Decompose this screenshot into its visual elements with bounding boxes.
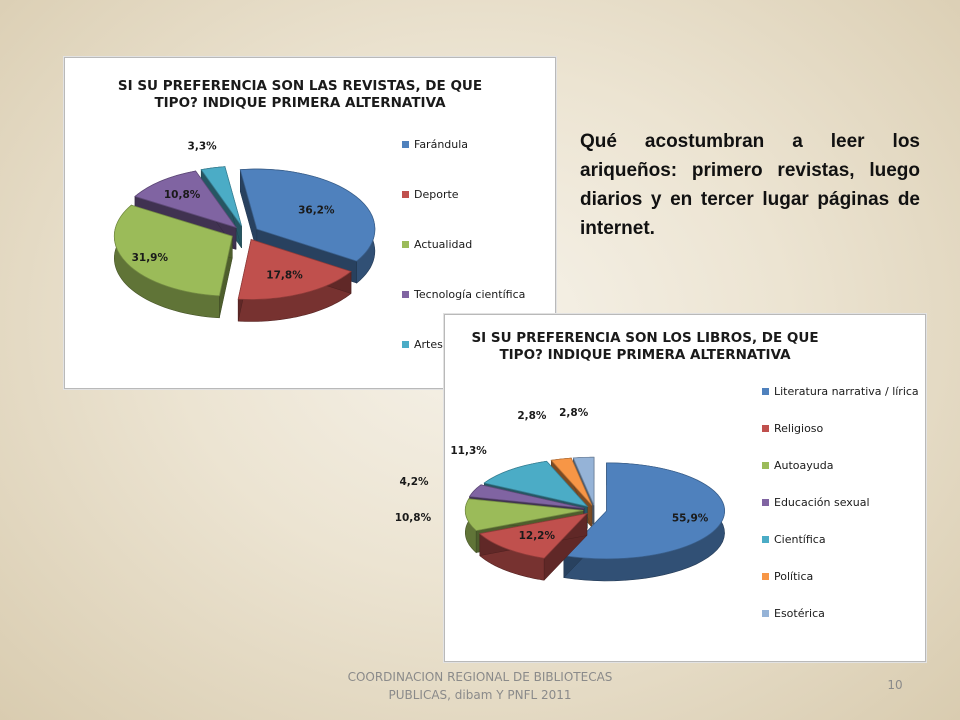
legend-item-deporte	[402, 188, 525, 238]
legend-item-autoayuda	[762, 459, 922, 496]
data-label-tecnologia-cientifica: 10,8%	[163, 189, 201, 202]
legend-item-religioso	[762, 422, 922, 459]
legend-label: Religioso	[774, 422, 824, 435]
legend-item-literatura-narrativa-lirica	[762, 385, 922, 422]
slide-body-text: Qué acostumbran a leer los ariqueños: primero revistas, luego diarios y en tercer lugar páginas de internet.	[580, 131, 920, 239]
legend-label: Política	[774, 570, 814, 583]
data-label-religioso: 12,2%	[518, 530, 556, 543]
legend-label: Educación sexual	[774, 496, 870, 509]
legend-swatch	[762, 388, 769, 395]
legend-item-esoterica	[762, 607, 922, 644]
legend-item-actualidad	[402, 238, 525, 288]
page-number: 10	[887, 678, 903, 692]
slide-footer: COORDINACION REGIONAL DE BIBLIOTECAS PUBLICAS, dibam Y PNFL 2011	[347, 670, 613, 702]
legend-item-educacion-sexual	[762, 496, 922, 533]
legend-swatch	[402, 241, 409, 248]
legend-label: Artes	[414, 338, 443, 351]
legend-label: Autoayuda	[774, 459, 834, 472]
legend-label: Literatura narrativa / lírica	[774, 385, 919, 398]
data-label-esoterica: 2,8%	[559, 407, 589, 419]
data-label-politica: 2,8%	[517, 410, 547, 422]
legend-label: Tecnología científica	[414, 288, 526, 301]
data-label-actualidad: 31,9%	[131, 251, 169, 264]
legend-swatch	[762, 462, 769, 469]
data-label-farandula: 36,2%	[298, 204, 335, 217]
data-label-deporte: 17,8%	[266, 269, 303, 282]
legend-swatch	[402, 191, 409, 198]
data-label-literatura-narrativa-lirica: 55,9%	[671, 512, 709, 525]
legend-swatch	[402, 141, 409, 148]
legend-swatch	[762, 610, 769, 617]
legend-label: Deporte	[414, 188, 459, 201]
legend-item-politica	[762, 570, 922, 607]
chart-title: SI SU PREFERENCIA SON LAS REVISTAS, DE QUE TIPO? INDIQUE PRIMERA ALTERNATIVA	[117, 78, 483, 111]
legend-swatch	[402, 291, 409, 298]
chart-title: SI SU PREFERENCIA SON LOS LIBROS, DE QUE TIPO? INDIQUE PRIMERA ALTERNATIVA	[471, 330, 819, 363]
legend-swatch	[762, 499, 769, 506]
data-label-cientifica: 11,3%	[450, 444, 487, 457]
legend-label: Farándula	[414, 138, 469, 151]
data-label-artes: 3,3%	[187, 140, 217, 153]
legend-label: Esotérica	[774, 607, 825, 620]
data-label-educacion-sexual: 4,2%	[399, 475, 429, 488]
data-label-autoayuda: 10,8%	[394, 512, 432, 524]
legend-item-farandula	[402, 138, 525, 188]
chart-legend	[762, 385, 922, 644]
legend-swatch	[762, 573, 769, 580]
legend-label: Científica	[774, 533, 826, 546]
legend-label: Actualidad	[414, 238, 473, 251]
legend-item-cientifica	[762, 533, 922, 570]
legend-swatch	[762, 425, 769, 432]
legend-swatch	[762, 536, 769, 543]
